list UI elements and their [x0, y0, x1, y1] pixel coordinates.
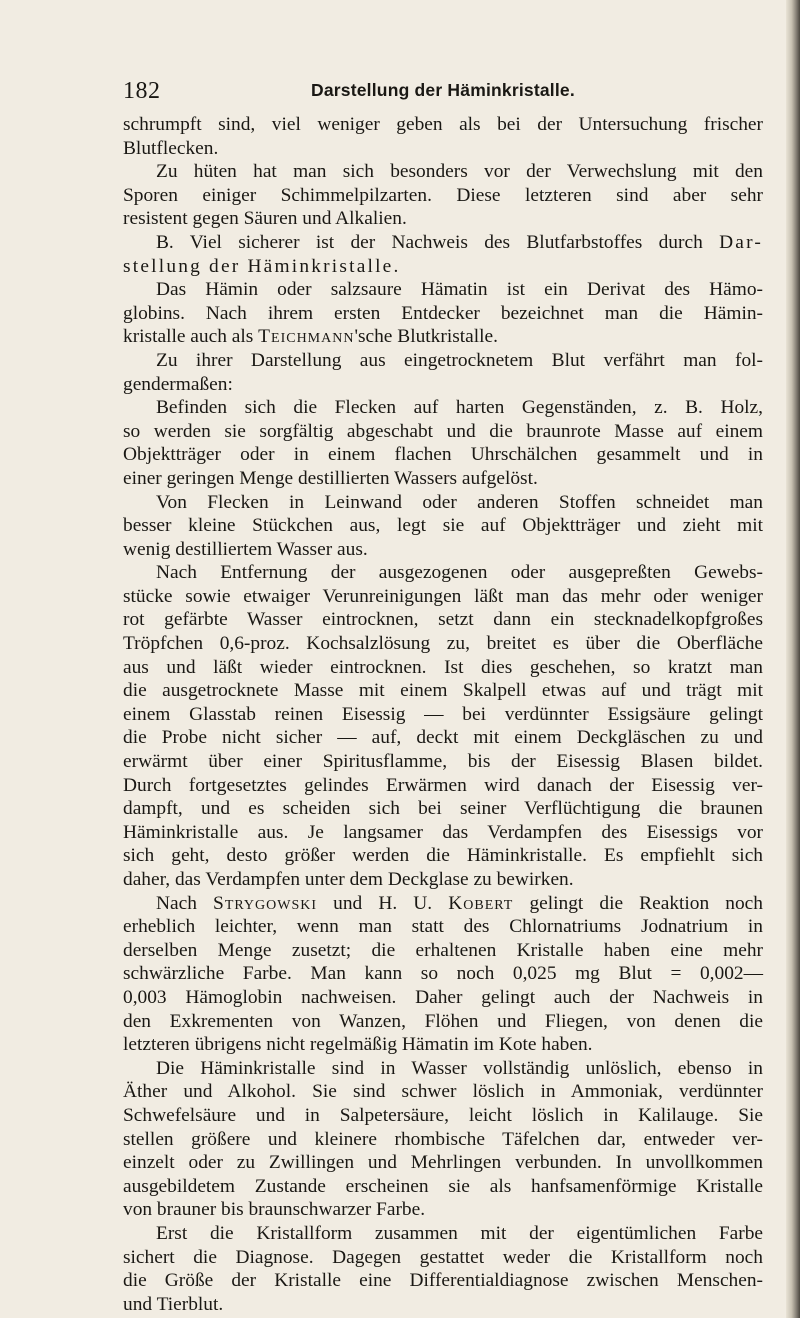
- paragraph-line: die Größe der Kristalle eine Differentialdiagnose zwischen Menschen-: [123, 1270, 763, 1292]
- paragraph-line: [123, 892, 763, 916]
- author-name: Strygowski: [213, 892, 318, 914]
- paragraph-line: ausgebildetem Zustande erscheinen sie als hanfsamenförmige Kristalle: [123, 1175, 763, 1197]
- paragraph-line: [123, 325, 763, 349]
- paragraph-line: Das Hämin oder salzsaure Hämatin ist ein Derivat des Hämo-: [156, 279, 763, 301]
- text-run: 'sche Blutkristalle.: [354, 326, 498, 348]
- page-edge-shadow: [786, 0, 800, 1318]
- paragraph-line: globins. Nach ihrem ersten Entdecker bezeichnet man die Hämin-: [123, 302, 763, 324]
- paragraph-line: Befinden sich die Flecken auf harten Gegenständen, z. B. Holz,: [156, 397, 763, 419]
- running-title: Darstellung der Häminkristalle.: [311, 80, 575, 100]
- paragraph-line: dampft, und es scheiden sich bei seiner Verflüchtigung die braunen: [123, 798, 763, 820]
- paragraph-line: gendermaßen:: [123, 373, 233, 395]
- paragraph-line: einer geringen Menge destillierten Wassers aufgelöst.: [123, 467, 538, 489]
- paragraph-line: und Tierblut.: [123, 1293, 224, 1315]
- paragraph-line: Zu ihrer Darstellung aus eingetrocknetem Blut verfährt man fol-: [156, 349, 763, 371]
- paragraph-line: Von Flecken in Leinwand oder anderen Stoffen schneidet man: [156, 491, 763, 513]
- paragraph-line: 0,003 Hämoglobin nachweisen. Daher gelingt auch der Nachweis in: [123, 986, 763, 1008]
- page-header: [123, 78, 763, 108]
- author-name: Teichmann: [258, 326, 355, 348]
- paragraph-line: letzteren übrigens nicht regelmäßig Hämatin im Kote haben.: [123, 1034, 593, 1056]
- paragraph-line: Die Häminkristalle sind in Wasser vollständig unlöslich, ebenso in: [156, 1057, 763, 1079]
- paragraph-line: Nach Entfernung der ausgezogenen oder ausgepreßten Gewebs-: [156, 562, 763, 584]
- paragraph-line: [123, 231, 763, 255]
- paragraph-line: erheblich leichter, wenn man statt des Chlornatriums Jodnatrium in: [123, 916, 763, 938]
- paragraph-line: Durch fortgesetztes gelindes Erwärmen wird danach der Eisessig ver-: [123, 774, 763, 796]
- paragraph-line: derselben Menge zusetzt; die erhaltenen Kristalle haben eine mehr: [123, 939, 763, 961]
- paragraph-line: rot gefärbte Wasser eintrocknen, setzt dann ein stecknadelkopfgroßes: [123, 609, 763, 631]
- paragraph-line: besser kleine Stückchen aus, legt sie auf Objektträger und zieht mit: [123, 515, 763, 537]
- paragraph-line: die Probe nicht sicher — auf, deckt mit einem Deckgläschen zu und: [123, 727, 763, 749]
- paragraph-line: Äther und Alkohol. Sie sind schwer löslich in Ammoniak, verdünnter: [123, 1081, 763, 1103]
- paragraph-line: die ausgetrocknete Masse mit einem Skalpell etwas auf und trägt mit: [123, 680, 763, 702]
- spaced-emphasis: stellung der Häminkristalle.: [123, 255, 401, 277]
- body-text: [123, 113, 763, 1316]
- paragraph-line: aus und läßt wieder eintrocknen. Ist dies geschehen, so kratzt man: [123, 656, 763, 678]
- paragraph-line: Zu hüten hat man sich besonders vor der Verwechslung mit den: [156, 161, 763, 183]
- paragraph-line: erwärmt über einer Spiritusflamme, bis der Eisessig Blasen bildet.: [123, 751, 763, 773]
- text-run: gelingt die Reaktion noch: [529, 892, 763, 914]
- paragraph-line: Tröpfchen 0,6-proz. Kochsalzlösung zu, breitet es über die Oberfläche: [123, 633, 763, 655]
- author-name: Kobert: [448, 892, 514, 914]
- text-run: kristalle auch als: [123, 326, 254, 348]
- paragraph-line: stücke sowie etwaiger Verunreinigungen läßt man das mehr oder weniger: [123, 585, 763, 607]
- paragraph-line: wenig destilliertem Wasser aus.: [123, 538, 368, 560]
- paragraph-line: Häminkristalle aus. Je langsamer das Verdampfen des Eisessigs vor: [123, 821, 763, 843]
- paragraph-line: resistent gegen Säuren und Alkalien.: [123, 208, 407, 230]
- paragraph-line: Blutflecken.: [123, 137, 219, 159]
- text-run: und H. U.: [333, 892, 433, 914]
- spaced-emphasis: Dar-: [719, 231, 763, 253]
- paragraph-line: schrumpft sind, viel weniger geben als bei der Untersuchung frischer: [123, 114, 763, 135]
- paragraph-line: Erst die Kristallform zusammen mit der eigentümlichen Farbe: [156, 1222, 763, 1244]
- page-number: 182: [123, 78, 161, 104]
- paragraph-line: Objektträger oder in einem flachen Uhrschälchen gesammelt und in: [123, 444, 763, 466]
- paragraph-line: stellen größere und kleinere rhombische Täfelchen dar, entweder ver-: [123, 1128, 763, 1150]
- paragraph-line: den Exkrementen von Wanzen, Flöhen und Fliegen, von denen die: [123, 1010, 763, 1032]
- paragraph-line: so werden sie sorgfältig abgeschabt und die braunrote Masse auf einem: [123, 420, 763, 442]
- paragraph-line: [123, 255, 763, 279]
- paragraph-line: sichert die Diagnose. Dagegen gestattet weder die Kristallform noch: [123, 1246, 763, 1268]
- paragraph-line: schwärzliche Farbe. Man kann so noch 0,025 mg Blut = 0,002—: [123, 963, 763, 985]
- paragraph-line: sich geht, desto größer werden die Häminkristalle. Es empfiehlt sich: [123, 845, 763, 867]
- paragraph-line: Schwefelsäure und in Salpetersäure, leicht löslich in Kalilauge. Sie: [123, 1104, 763, 1126]
- paragraph-line: daher, das Verdampfen unter dem Deckglase zu bewirken.: [123, 869, 574, 890]
- paragraph-line: einem Glasstab reinen Eisessig — bei verdünnter Essigsäure gelingt: [123, 703, 763, 725]
- section-lead-text: B. Viel sicherer ist der Nachweis des Blutfarbstoffes durch: [156, 231, 703, 253]
- paragraph-line: Sporen einiger Schimmelpilzarten. Diese letzteren sind aber sehr: [123, 184, 763, 206]
- paragraph-line: einzelt oder zu Zwillingen und Mehrlingen verbunden. In unvollkommen: [123, 1152, 763, 1174]
- text-run: Nach: [156, 892, 197, 914]
- paragraph-line: von brauner bis braunschwarzer Farbe.: [123, 1199, 426, 1221]
